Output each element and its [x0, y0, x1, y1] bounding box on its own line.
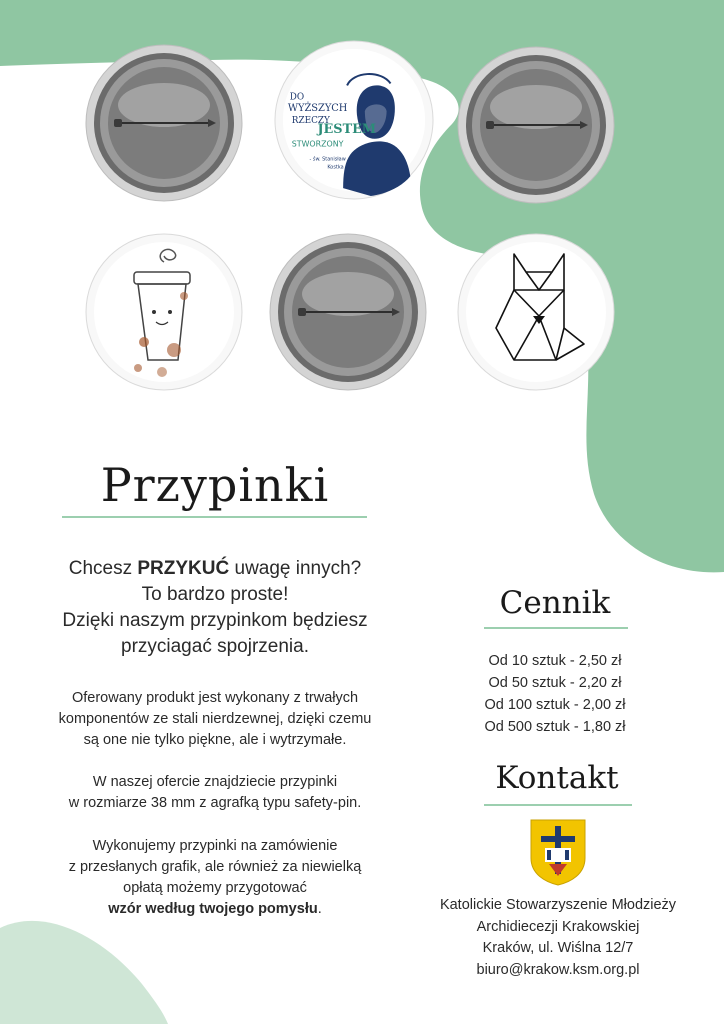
- ksm-logo-icon: [529, 818, 587, 886]
- intro-emphasis: PRZYKUĆ: [137, 558, 230, 579]
- badge-portrait-print: [274, 40, 436, 202]
- product-description-line-3: są one nie tylko piękne, ale i wytrzymałe.: [83, 732, 347, 748]
- pin-back-icon: [268, 232, 428, 392]
- email-address[interactable]: biuro@krakow.ksm.org.pl: [476, 961, 640, 978]
- price-item: Od 10 sztuk - 2,50 zł: [488, 653, 622, 669]
- custom-order-line-1: Wykonujemy przypinki na zamówienie: [92, 838, 338, 854]
- badge-coffee-print: [84, 232, 244, 392]
- product-description-line-1: Oferowany produkt jest wykonany z trwałych: [71, 690, 359, 706]
- badge-word-3: RZECZY: [291, 115, 330, 126]
- pin-back-icon: [456, 45, 616, 205]
- badge-back-2: [456, 45, 616, 205]
- intro-line-2: To bardzo proste!: [141, 584, 289, 605]
- badge-attribution-b: Kostka: [327, 164, 344, 171]
- badge-attribution-a: - św. Stanisław: [309, 156, 346, 163]
- pricing-divider: [484, 627, 628, 629]
- contact-title: Kontakt: [495, 760, 619, 796]
- contact-details: [408, 895, 708, 981]
- badge-word-2: WYŻSZYCH: [287, 103, 348, 115]
- custom-order-end: .: [317, 901, 322, 917]
- badge-back-3: [268, 232, 432, 396]
- product-description: [40, 688, 390, 751]
- badge-back-1: [84, 43, 244, 203]
- size-description-line-1: W naszej ofercie znajdziecie przypinki: [92, 774, 338, 790]
- intro-text: [40, 556, 390, 660]
- custom-order-line-4: [40, 899, 390, 920]
- price-item: Od 500 sztuk - 1,80 zł: [484, 719, 626, 735]
- badge-fox-print: [456, 232, 616, 392]
- contact-divider: [484, 804, 632, 806]
- custom-order-emphasis: wzór według twojego pomysłu: [108, 901, 318, 917]
- badge-word-4: JESTEM: [317, 121, 377, 137]
- page-title: Przypinki: [100, 458, 330, 512]
- product-description-line-2: komponentów ze stali nierdzewnej, dzięki czemu: [58, 711, 372, 727]
- custom-order-line-2: z przesłanych grafik, ale również za niewielką: [68, 859, 362, 875]
- size-description-line-2: w rozmiarze 38 mm z agrafką typu safety-pin.: [68, 795, 362, 811]
- intro-line-3: Dzięki naszym przypinkom będziesz: [62, 610, 368, 631]
- badge-word-5: STWORZONY: [291, 139, 344, 149]
- organization-name: Katolickie Stowarzyszenie Młodzieży: [439, 897, 677, 913]
- price-item: Od 50 sztuk - 2,20 zł: [488, 675, 622, 691]
- size-description: [40, 772, 390, 814]
- intro-line-1-end: uwagę innych?: [229, 558, 362, 579]
- pricing-title: Cennik: [499, 585, 611, 621]
- intro-line-4: przyciagać spojrzenia.: [121, 636, 309, 657]
- address: Kraków, ul. Wiślna 12/7: [482, 940, 634, 956]
- custom-order-description: [40, 836, 390, 920]
- intro-line-1-start: Chcesz: [68, 558, 138, 579]
- badge-word-1: DO: [289, 92, 305, 103]
- pin-back-icon: [84, 43, 244, 203]
- price-list: [470, 650, 640, 738]
- coffee-cup-icon: [84, 232, 244, 392]
- title-divider: [62, 516, 367, 518]
- intro-line-1: [40, 556, 390, 582]
- custom-order-line-3: opłatą możemy przygotować: [123, 880, 307, 896]
- price-item: Od 100 sztuk - 2,00 zł: [484, 697, 626, 713]
- organization-subname: Archidiecezji Krakowskiej: [476, 918, 640, 935]
- fox-icon: [456, 232, 616, 392]
